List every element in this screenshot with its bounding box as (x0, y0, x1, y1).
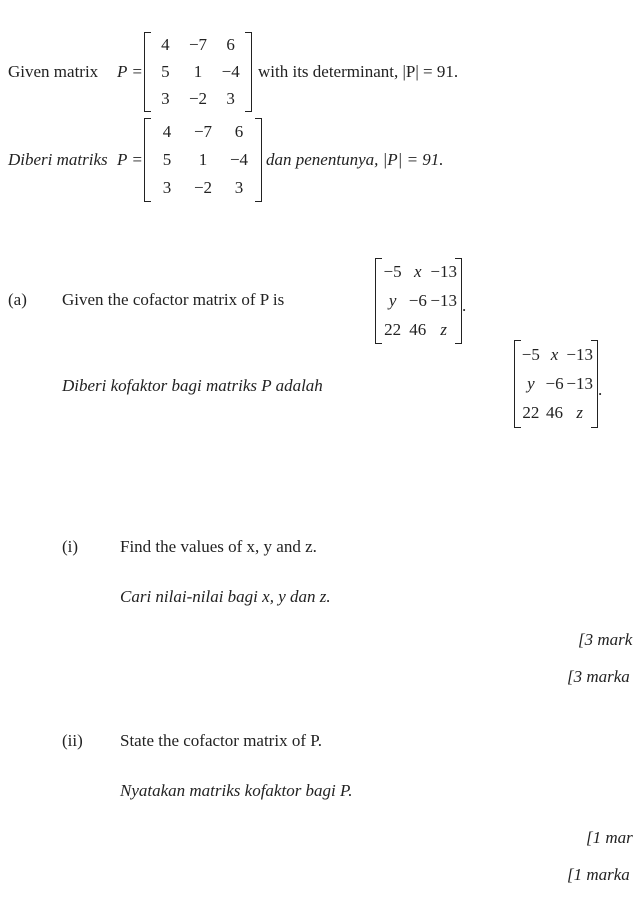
cell: −6 (408, 290, 427, 310)
matrix-p-ms (144, 118, 262, 202)
cell: 4 (162, 122, 172, 141)
cell: 3 (234, 178, 244, 197)
cell: 6 (234, 122, 244, 141)
period: . (462, 296, 467, 315)
cell: y (527, 373, 535, 393)
intro-en-suffix: with its determinant, |P| = 91. (258, 62, 459, 81)
cell: 3 (226, 88, 235, 108)
part-i-ms-text: Cari nilai-nilai bagi x, y dan z. (120, 587, 331, 606)
cell: −13 (430, 290, 457, 310)
cell: −2 (188, 88, 208, 108)
matrix-p-en (144, 32, 252, 112)
part-ii-ms-text: Nyatakan matriks kofaktor bagi P. (120, 781, 353, 800)
cell: −5 (521, 344, 540, 364)
cell: −13 (566, 373, 593, 393)
cell: 22 (384, 319, 402, 339)
cell: −13 (566, 344, 593, 364)
matrix-name: P = (117, 150, 143, 169)
cell: y (388, 290, 397, 310)
part-i-en-text: Find the values of x, y and z. (120, 537, 317, 556)
cell: z (440, 319, 448, 339)
cell: x (550, 344, 559, 364)
cell: 6 (226, 35, 235, 55)
intro-ms-suffix: dan penentunya, |P| = 91. (266, 150, 444, 169)
marks-ms: [3 marka (567, 667, 630, 686)
cell: 1 (198, 150, 208, 169)
cell: 1 (193, 61, 203, 81)
cell: −2 (193, 178, 213, 197)
cell: −7 (193, 122, 213, 141)
matrix-name: P = (117, 62, 143, 81)
marks-en: [1 mar (586, 828, 633, 847)
cofactor-matrix-ms (514, 340, 598, 428)
part-a-label: (a) (8, 290, 27, 309)
cell: 4 (161, 35, 170, 55)
cell: 5 (161, 61, 170, 81)
part-a-en-text: Given the cofactor matrix of P is (62, 290, 285, 309)
part-ii-en-text: State the cofactor matrix of P. (120, 731, 323, 750)
cofactor-matrix-en (375, 258, 462, 344)
cell: x (414, 262, 422, 282)
cell: −4 (229, 150, 249, 169)
period: . (598, 380, 603, 399)
cell: z (576, 403, 584, 423)
cell: 3 (162, 178, 172, 197)
cell: −4 (221, 61, 240, 81)
part-ii-label: (ii) (62, 731, 83, 750)
cell: −6 (545, 373, 564, 393)
marks-ms: [1 marka (567, 865, 630, 884)
cell: −5 (383, 262, 402, 282)
marks-en: [3 mark (578, 630, 633, 649)
part-i-label: (i) (62, 537, 79, 556)
cell: −13 (430, 262, 457, 282)
cell: −7 (188, 35, 208, 55)
cell: 46 (409, 319, 427, 339)
cell: 5 (162, 150, 172, 169)
cell: 46 (546, 403, 564, 423)
cell: 3 (161, 88, 170, 108)
part-a-ms-text: Diberi kofaktor bagi matriks P adalah (62, 376, 323, 395)
intro-ms-prefix: Diberi matriks (8, 150, 108, 169)
intro-en-prefix: Given matrix (8, 62, 99, 81)
cell: 22 (522, 403, 540, 423)
